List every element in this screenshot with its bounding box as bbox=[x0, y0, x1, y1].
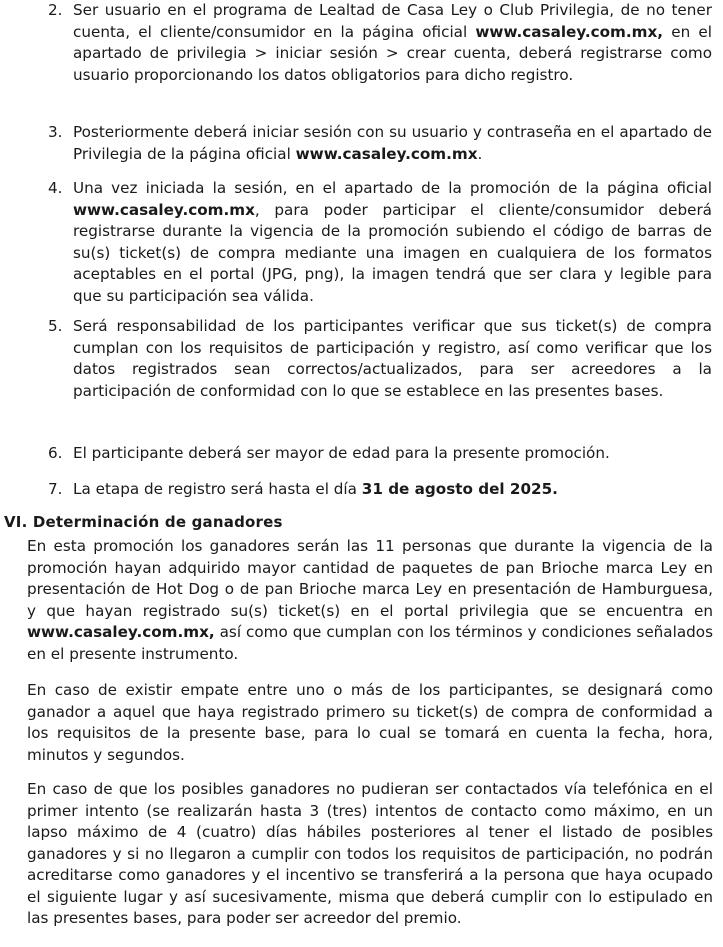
list-item-2 bbox=[48, 0, 712, 86]
list-number: 7. bbox=[48, 480, 63, 498]
paragraph-tie bbox=[27, 680, 713, 766]
text-run: En caso de que los posibles ganadores no pudieran ser contactados vía telefónica en el primer intento (se realizarán hasta 3 (tres) intentos de contacto como máximo, en un lapso máximo de 4 (cuatro) días hábiles posteriores al tener el listado de posibles ganadores y si no llegaron a cumplir con todos los requisitos de participación, no podrán acreditarse como ganadores y el incentivo se transferirá a la persona que haya ocupado el siguiente lugar y así sucesivamente, misma que deberá cumplir con lo estipulado en las presentes bases, para poder ser acreedor del premio. bbox=[27, 780, 713, 927]
website-link-text: www.casaley.com.mx bbox=[295, 144, 478, 163]
list-number: 6. bbox=[48, 444, 63, 462]
list-text bbox=[73, 479, 712, 501]
list-number: 5. bbox=[48, 317, 63, 335]
registration-deadline: 31 de agosto del 2025. bbox=[361, 480, 558, 498]
list-text bbox=[73, 122, 712, 165]
list-item-6 bbox=[48, 443, 712, 465]
text-run: Posteriormente deberá iniciar sesión con su usuario y contraseña en el apartado de Privilegia de la página oficial bbox=[73, 123, 712, 163]
text-run: Una vez iniciada la sesión, en el apartado de la promoción de la página oficial bbox=[73, 179, 712, 197]
text-run: Ser usuario en el programa de Lealtad de Casa Ley o Club Privilegia, de no tener cuenta, el cliente/consumidor en la página oficial bbox=[73, 1, 712, 41]
list-text bbox=[73, 316, 712, 402]
text-run: En esta promoción los ganadores serán las 11 personas que durante la vigencia de la promoción hayan adquirido mayor cantidad de paquetes de pan Brioche marca Ley en presentación de Hot Dog o de pan Brioche marca Ley en presentación de Hamburguesa, y que hayan registrado su(s) ticket(s) en el portal privilegia que se encuentra en bbox=[27, 537, 713, 620]
website-link-text: www.casaley.com.mx bbox=[73, 200, 255, 219]
section-heading: VI. Determinación de ganadores bbox=[4, 513, 283, 531]
list-item-3 bbox=[48, 122, 712, 165]
paragraph-winners bbox=[27, 536, 713, 665]
list-item-5 bbox=[48, 316, 712, 402]
text-run: El participante deberá ser mayor de edad para la presente promoción. bbox=[73, 444, 610, 462]
text-run: así como que cumplan con los términos y condiciones señalados en el presente instrumento. bbox=[27, 623, 713, 663]
text-run: En caso de existir empate entre uno o más de los participantes, se designará como ganador a aquel que haya registrado primero su ticket(s) de compra de conformidad a los requisitos de la presente base, para lo cual se tomará en cuenta la fecha, hora, minutos y segundos. bbox=[27, 681, 713, 764]
list-text bbox=[73, 0, 712, 86]
paragraph-contact bbox=[27, 779, 713, 930]
list-item-7 bbox=[48, 479, 712, 501]
list-number: 4. bbox=[48, 179, 63, 197]
website-link-text: www.casaley.com.mx, bbox=[27, 623, 215, 641]
list-number: 3. bbox=[48, 123, 63, 141]
text-run: . bbox=[477, 144, 483, 163]
text-run: Será responsabilidad de los participantes verificar que sus ticket(s) de compra cumplan con los requisitos de participación y registro, así como verificar que los datos registrados sean correctos/actualizados, para ser acreedores a la participación de conformidad con lo que se establece en las presentes bases. bbox=[73, 317, 712, 400]
list-number: 2. bbox=[48, 1, 63, 19]
list-text bbox=[73, 443, 712, 465]
list-item-4 bbox=[48, 178, 712, 307]
text-run: La etapa de registro será hasta el día bbox=[73, 480, 362, 498]
text-run: en el apartado de privilegia > iniciar sesión > crear cuenta, deberá registrarse como usuario proporcionando los datos obligatorios para dicho registro. bbox=[73, 22, 712, 84]
text-run: , para poder participar el cliente/consumidor deberá registrarse durante la vigencia de la promoción subiendo el código de barras de su(s) ticket(s) de compra mediante una imagen en cualquiera de los formatos aceptables en el portal (JPG, png), la imagen tendrá que ser clara y legible para que su participación sea válida. bbox=[73, 200, 712, 305]
website-link-text: www.casaley.com.mx, bbox=[475, 22, 664, 41]
list-text bbox=[73, 178, 712, 307]
